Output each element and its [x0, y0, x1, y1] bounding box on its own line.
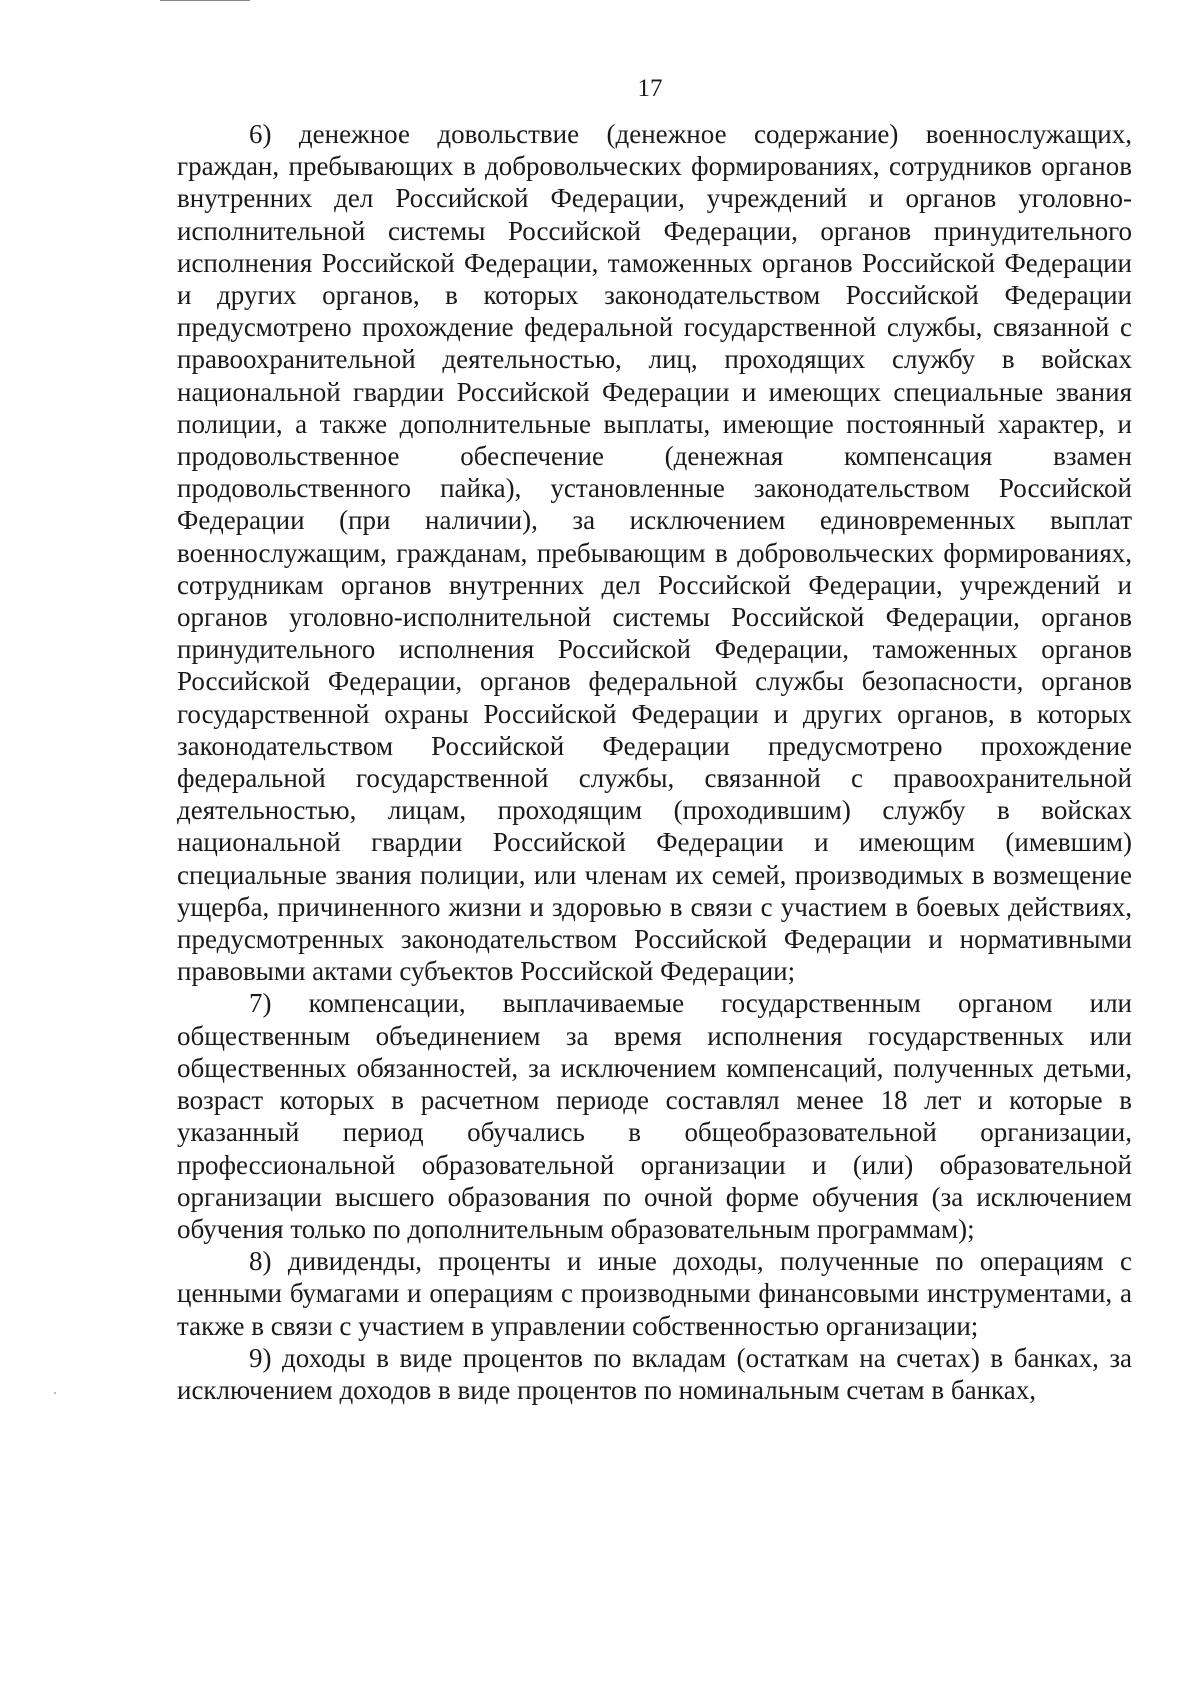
paragraph-item-7: 7) компенсации, выплачиваемые государственным органом или общественным объединением за время исполнения государственных или общественных обязанностей, за исключением компенсаций, полученных детьми, возраст которых в расчетном периоде составлял менее 18 лет и которые в указанный период обучались в общеобразовательной организации, профессиональной образовательной организации и (или) образовательной организации высшего образования по очной форме обучения (за исключением обучения только по дополнительным образовательным программам);	[177, 988, 1132, 1244]
paragraph-item-6: 6) денежное довольствие (денежное содержание) военнослужащих, граждан, пребывающих в добровольческих формированиях, сотрудников органов внутренних дел Российской Федерации, учреждений и органов уголовно-исполнительной системы Российской Федерации, органов принудительного исполнения Российской Федерации, таможенных органов Российской Федерации и других органов, в которых законодательством Российской Федерации предусмотрено прохождение федеральной государственной службы, связанной с правоохранительной деятельностью, лиц, проходящих службу в войсках национальной гвардии Российской Федерации и имеющих специальные звания полиции, а также дополнительные выплаты, имеющие постоянный характер, и продовольственное обеспечение (денежная компенсация взамен продовольственного пайка), установленные законодательством Российской Федерации (при наличии), за исключением единовременных выплат военнослужащим, гражданам, пребывающим в добровольческих формированиях, сотрудникам органов внутренних дел Российской Федерации, учреждений и органов уголовно-исполнительной системы Российской Федерации, органов принудительного исполнения Российской Федерации, таможенных органов Российской Федерации, органов федеральной службы безопасности, органов государственной охраны Российской Федерации и других органов, в которых законодательством Российской Федерации предусмотрено прохождение федеральной государственной службы, связанной с правоохранительной деятельностью, лицам, проходящим (проходившим) службу в войсках национальной гвардии Российской Федерации и имеющим (имевшим) специальные звания полиции, или членам их семей, производимых в возмещение ущерба, причиненного жизни и здоровью в связи с участием в боевых действиях, предусмотренных законодательством Российской Федерации и нормативными правовыми актами субъектов Российской Федерации;	[177, 119, 1132, 987]
paragraph-item-8: 8) дивиденды, проценты и иные доходы, полученные по операциям с ценными бумагами и операциям с производными финансовыми инструментами, а также в связи с участием в управлении собственностью организации;	[177, 1246, 1132, 1341]
paragraph-item-9: 9) доходы в виде процентов по вкладам (остаткам на счетах) в банках, за исключением доходов в виде процентов по номинальным счетам в банках,	[177, 1342, 1132, 1405]
page-number: 17	[637, 75, 663, 102]
document-body	[177, 118, 1132, 1406]
scan-speck	[54, 1392, 56, 1394]
scan-edge-line	[160, 0, 250, 1]
